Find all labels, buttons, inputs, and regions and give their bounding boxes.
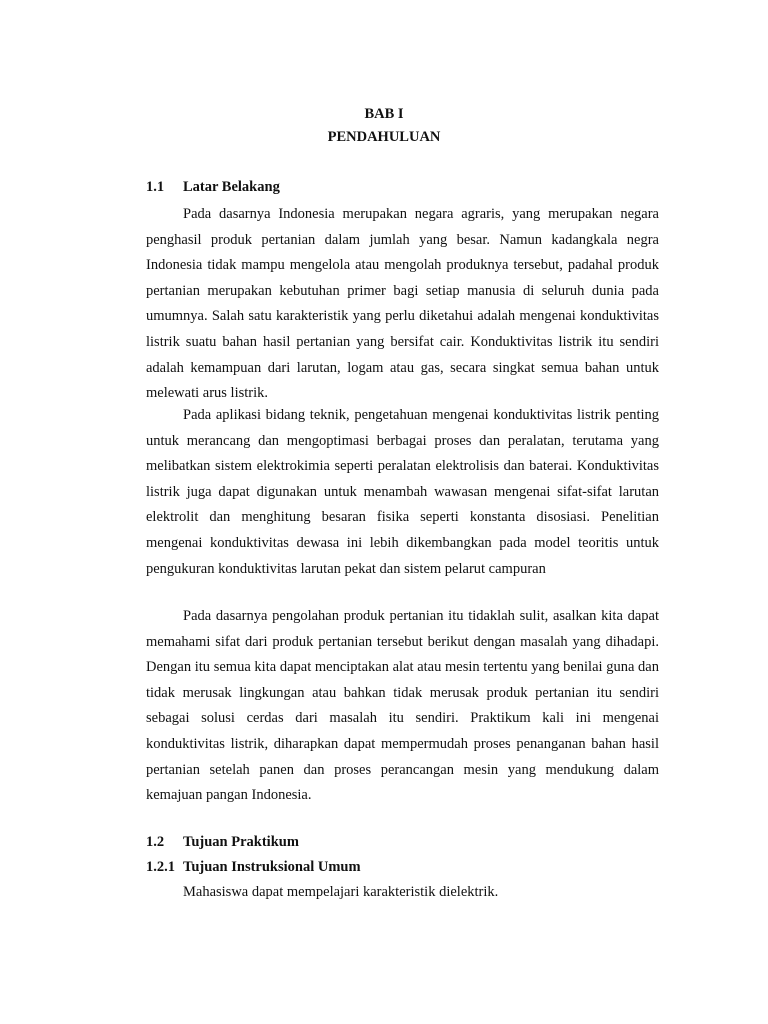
paragraph-text: Pada aplikasi bidang teknik, pengetahuan mengenai konduktivitas listrik penting untuk merancang dan mengoptimasi berbagai proses dan peralatan, terutama yang melibatkan sistem elektrokimia seperti peralatan elektrolisis dan baterai. Konduktivitas listrik juga dapat digunakan untuk menambah wawasan mengenai sifat-sifat larutan elektrolit dan menghitung besaran fisika seperti konstanta disosiasi. Penelitian mengenai konduktivitas dewasa ini lebih dikembangkan pada model teoritis untuk pengukuran konduktivitas larutan pekat dan sistem pelarut campuran	[146, 407, 659, 577]
section-heading-1-2	[146, 834, 299, 851]
paragraph-2	[146, 403, 659, 582]
paragraph-1	[146, 202, 659, 407]
chapter-title: PENDAHULUAN	[327, 129, 441, 145]
goal-text: Mahasiswa dapat mempelajari karakteristik dielektrik.	[183, 884, 499, 900]
section-heading-1-1	[146, 179, 280, 196]
paragraph-text: Pada dasarnya Indonesia merupakan negara agraris, yang merupakan negara penghasil produk pertanian dalam jumlah yang besar. Namun kadangkala negra Indonesia tidak mampu mengelola atau mengolah produknya tersebut, padahal produk pertanian merupakan kebutuhan primer bagi setiap manusia di seluruh dunia pada umumnya. Salah satu karakteristik yang perlu diketahui adalah mengenai konduktivitas listrik suatu bahan hasil pertanian yang bersifat cair. Konduktivitas listrik itu sendiri adalah kemampuan dari larutan, logam atau gas, secara singkat semua bahan untuk melewati arus listrik.	[146, 206, 659, 402]
section-number: 1.1	[146, 179, 165, 195]
section-title: Latar Belakang	[183, 179, 280, 195]
section-heading-1-2-1	[146, 859, 361, 876]
section-title: Tujuan Praktikum	[183, 834, 299, 850]
chapter-label: BAB I	[364, 106, 404, 122]
section-title: Tujuan Instruksional Umum	[183, 859, 361, 875]
paragraph-text: Pada dasarnya pengolahan produk pertanian itu tidaklah sulit, asalkan kita dapat memahami sifat dari produk pertanian tersebut berikut dengan masalah yang dihadapi. Dengan itu semua kita dapat menciptakan alat atau mesin tertentu yang benilai guna dan tidak merusak lingkungan atau bahkan tidak merusak produk pertanian itu sendiri sebagai solusi cerdas dari masalah itu sendiri. Praktikum kali ini mengenai konduktivitas listrik, diharapkan dapat mempermudah proses penanganan bahan hasil pertanian setelah panen dan proses perancangan mesin yang mendukung dalam kemajuan pangan Indonesia.	[146, 608, 659, 804]
paragraph-3	[146, 604, 659, 809]
section-number: 1.2	[146, 834, 165, 850]
section-number: 1.2.1	[146, 859, 175, 875]
